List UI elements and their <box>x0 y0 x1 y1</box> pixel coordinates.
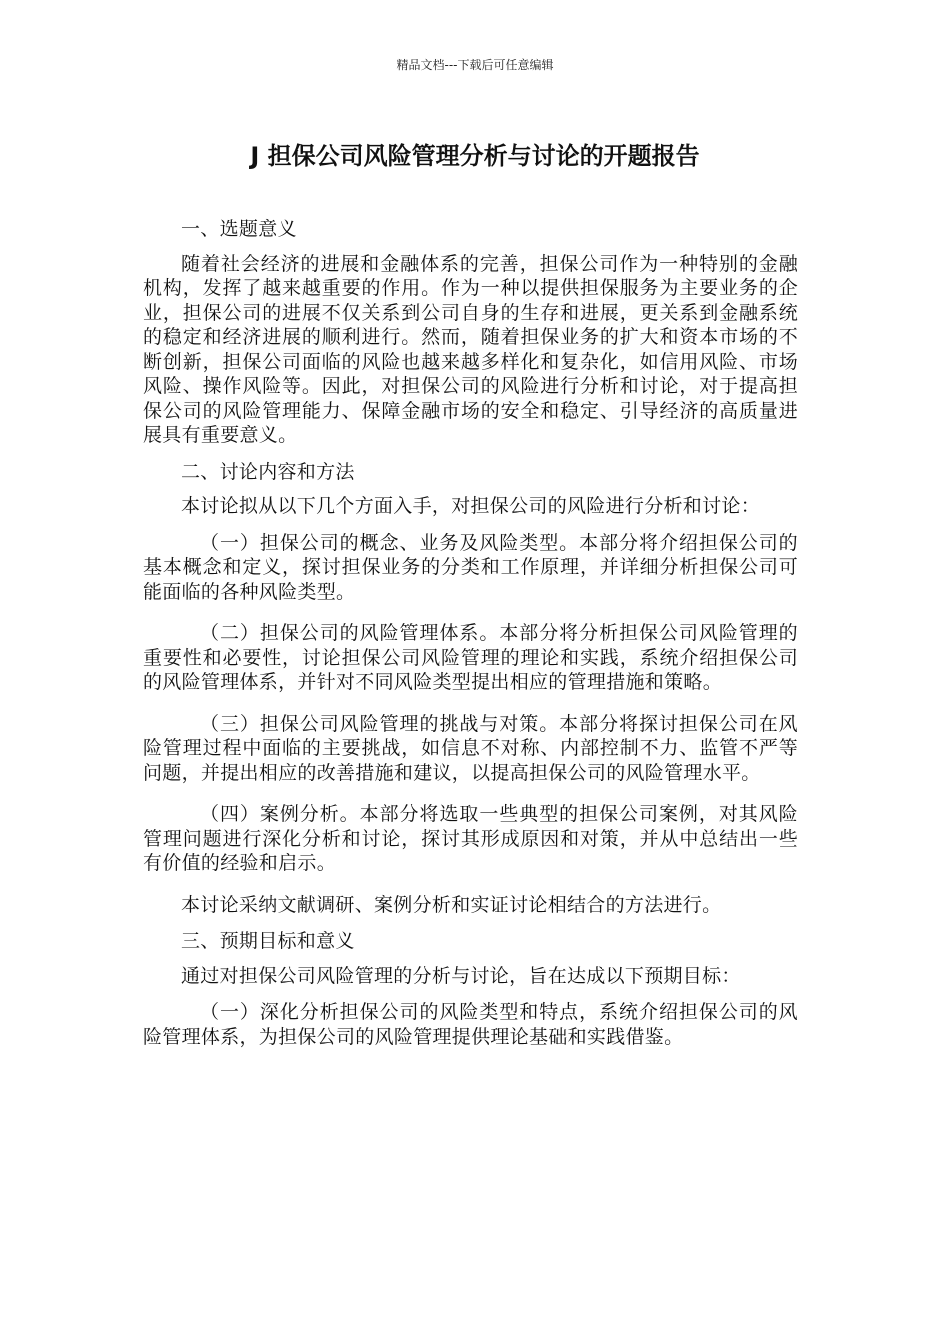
paragraph-content-intro: 本讨论拟从以下几个方面入手，对担保公司的风险进行分析和讨论： <box>181 495 761 517</box>
paragraph-goals-intro: 通过对担保公司风险管理的分析与讨论，旨在达成以下预期目标： <box>181 964 741 987</box>
document-title: J 担保公司风险管理分析与讨论的开题报告 <box>250 142 700 170</box>
list-item-concept-business-risk: （一）担保公司的概念、业务及风险类型。本部分将介绍担保公司的基本概念和定义，探讨担保业务的分类和工作原理，并详细分析担保公司可能面临的各种风险类型。 <box>143 531 798 603</box>
document-body <box>143 217 798 1066</box>
section-heading-content-methods: 二、讨论内容和方法 <box>181 460 355 483</box>
list-item-challenges-countermeasures: （三）担保公司风险管理的挑战与对策。本部分将探讨担保公司在风险管理过程中面临的主要挑战，如信息不对称、内部控制不力、监管不严等问题，并提出相应的改善措施和建议，以提高担保公司的风险管理水平。 <box>143 712 798 784</box>
page-header-note: 精品文档---下载后可任意编辑 <box>396 58 554 72</box>
section-heading-expected-goals: 三、预期目标和意义 <box>181 930 355 952</box>
paragraph-topic-significance: 随着社会经济的进展和金融体系的完善，担保公司作为一种特别的金融机构，发挥了越来越重要的作用。作为一种以提供担保服务为主要业务的企业，担保公司的进展不仅关系到公司自身的生存和进展，更关系到金融系统的稳定和经济进展的顺利进行。然而，随着担保业务的扩大和资本市场的不断创新，担保公司面临的风险也越来越多样化和复杂化，如信用风险、市场风险、操作风险等。因此，对担保公司的风险进行分析和讨论，对于提高担保公司的风险管理能力、保障金融市场的安全和稳定、引导经济的高质量进展具有重要意义。 <box>143 252 798 446</box>
list-item-goal-one: （一）深化分析担保公司的风险类型和特点，系统介绍担保公司的风险管理体系，为担保公司的风险管理提供理论基础和实践借鉴。 <box>143 1001 798 1048</box>
paragraph-methods: 本讨论采纳文献调研、案例分析和实证讨论相结合的方法进行。 <box>181 893 722 916</box>
section-heading-topic-significance: 一、选题意义 <box>181 218 297 240</box>
list-item-risk-management-system: （二）担保公司的风险管理体系。本部分将分析担保公司风险管理的重要性和必要性，讨论担保公司风险管理的理论和实践，系统介绍担保公司的风险管理体系，并针对不同风险类型提出相应的管理措施和策略。 <box>143 622 798 693</box>
list-item-case-analysis: （四）案例分析。本部分将选取一些典型的担保公司案例，对其风险管理问题进行深化分析和讨论，探讨其形成原因和对策，并从中总结出一些有价值的经验和启示。 <box>143 803 798 874</box>
